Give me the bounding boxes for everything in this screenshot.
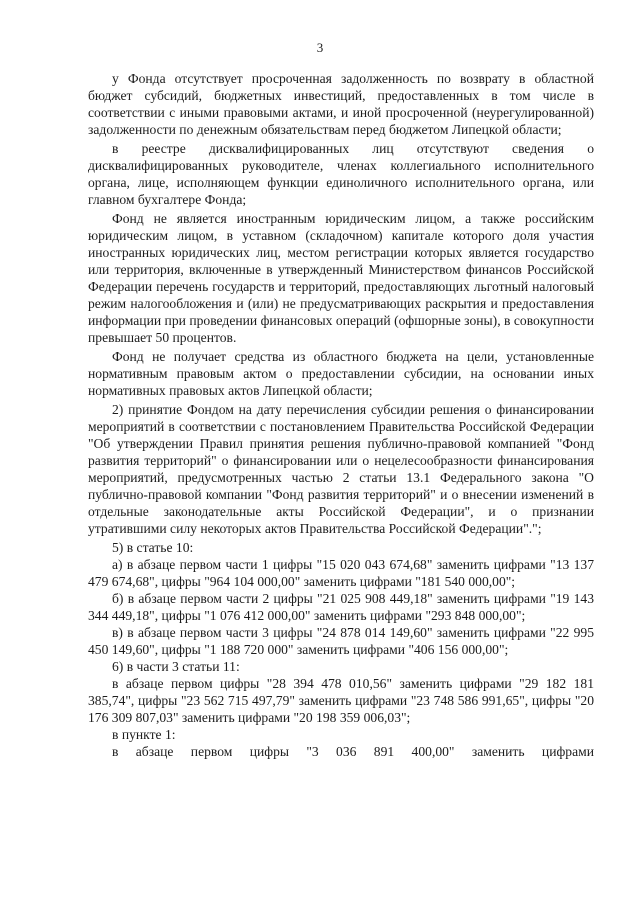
- page-number: 3: [316, 40, 324, 55]
- document-body: [88, 70, 594, 760]
- paragraph: 2) принятие Фондом на дату перечисления субсидии решения о финансировании мероприятий в соответствии с постановлением Правительства Российской Федерации "Об утверждении Правил принятия решения публично-правовой компанией "Фонд развития территорий" о финансировании или о нецелесообразности финансирования мероприятий, предусмотренных частью 2 статьи 13.1 Федерального закона "О публично-правовой компании "Фонд развития территорий" и о внесении изменений в отдельные законодательные акты Российской Федерации", и о признании утратившими силу некоторых актов Правительства Российской Федерации".";: [88, 402, 594, 536]
- paragraph: а) в абзаце первом части 1 цифры "15 020 043 674,68" заменить цифрами "13 137 479 674,68", цифры "964 104 000,00" заменить цифрами "181 540 000,00";: [88, 557, 594, 589]
- paragraph: 5) в статье 10:: [112, 540, 194, 555]
- paragraph: у Фонда отсутствует просроченная задолженность по возврату в областной бюджет субсидий, бюджетных инвестиций, предоставленных в том числе в соответствии с иными правовыми актами, и иной просроченной (неурегулированной) задолженности по денежным обязательствам перед бюджетом Липецкой области;: [88, 71, 594, 137]
- paragraph: Фонд не получает средства из областного бюджета на цели, установленные нормативным правовым актом о предоставлении субсидии, на основании иных нормативных правовых актов Липецкой области;: [88, 349, 594, 398]
- paragraph: в абзаце первом цифры "3 036 891 400,00" заменить цифрами: [112, 744, 594, 759]
- paragraph: в) в абзаце первом части 3 цифры "24 878 014 149,60" заменить цифрами "22 995 450 149,60", цифры "1 188 720 000" заменить цифрами "406 156 000,00";: [88, 625, 594, 657]
- paragraph: в реестре дисквалифицированных лиц отсутствуют сведения о дисквалифицированных руководителе, членах коллегиального исполнительного органа, лице, исполняющем функции единоличного исполнительного органа, или главном бухгалтере Фонда;: [88, 141, 594, 207]
- paragraph: в абзаце первом цифры "28 394 478 010,56" заменить цифрами "29 182 181 385,74", цифры "23 562 715 497,79" заменить цифрами "23 748 586 991,65", цифры "20 176 309 807,03" заменить цифрами "20 198 359 006,03";: [88, 676, 594, 725]
- paragraph: в пункте 1:: [112, 727, 176, 742]
- paragraph: 6) в части 3 статьи 11:: [112, 659, 240, 674]
- paragraph: Фонд не является иностранным юридическим лицом, а также российским юридическим лицом, в уставном (складочном) капитале которого доля участия иностранных юридических лиц, местом регистрации которых является государство или территория, включенные в утвержденный Министерством финансов Российской Федерации перечень государств и территорий, предоставляющих льготный налоговый режим налогообложения и (или) не предусматривающих раскрытия и предоставления информации при проведении финансовых операций (офшорные зоны), в совокупности превышает 50 процентов.: [88, 211, 594, 345]
- paragraph: б) в абзаце первом части 2 цифры "21 025 908 449,18" заменить цифрами "19 143 344 449,18", цифры "1 076 412 000,00" заменить цифрами "293 848 000,00";: [88, 591, 594, 623]
